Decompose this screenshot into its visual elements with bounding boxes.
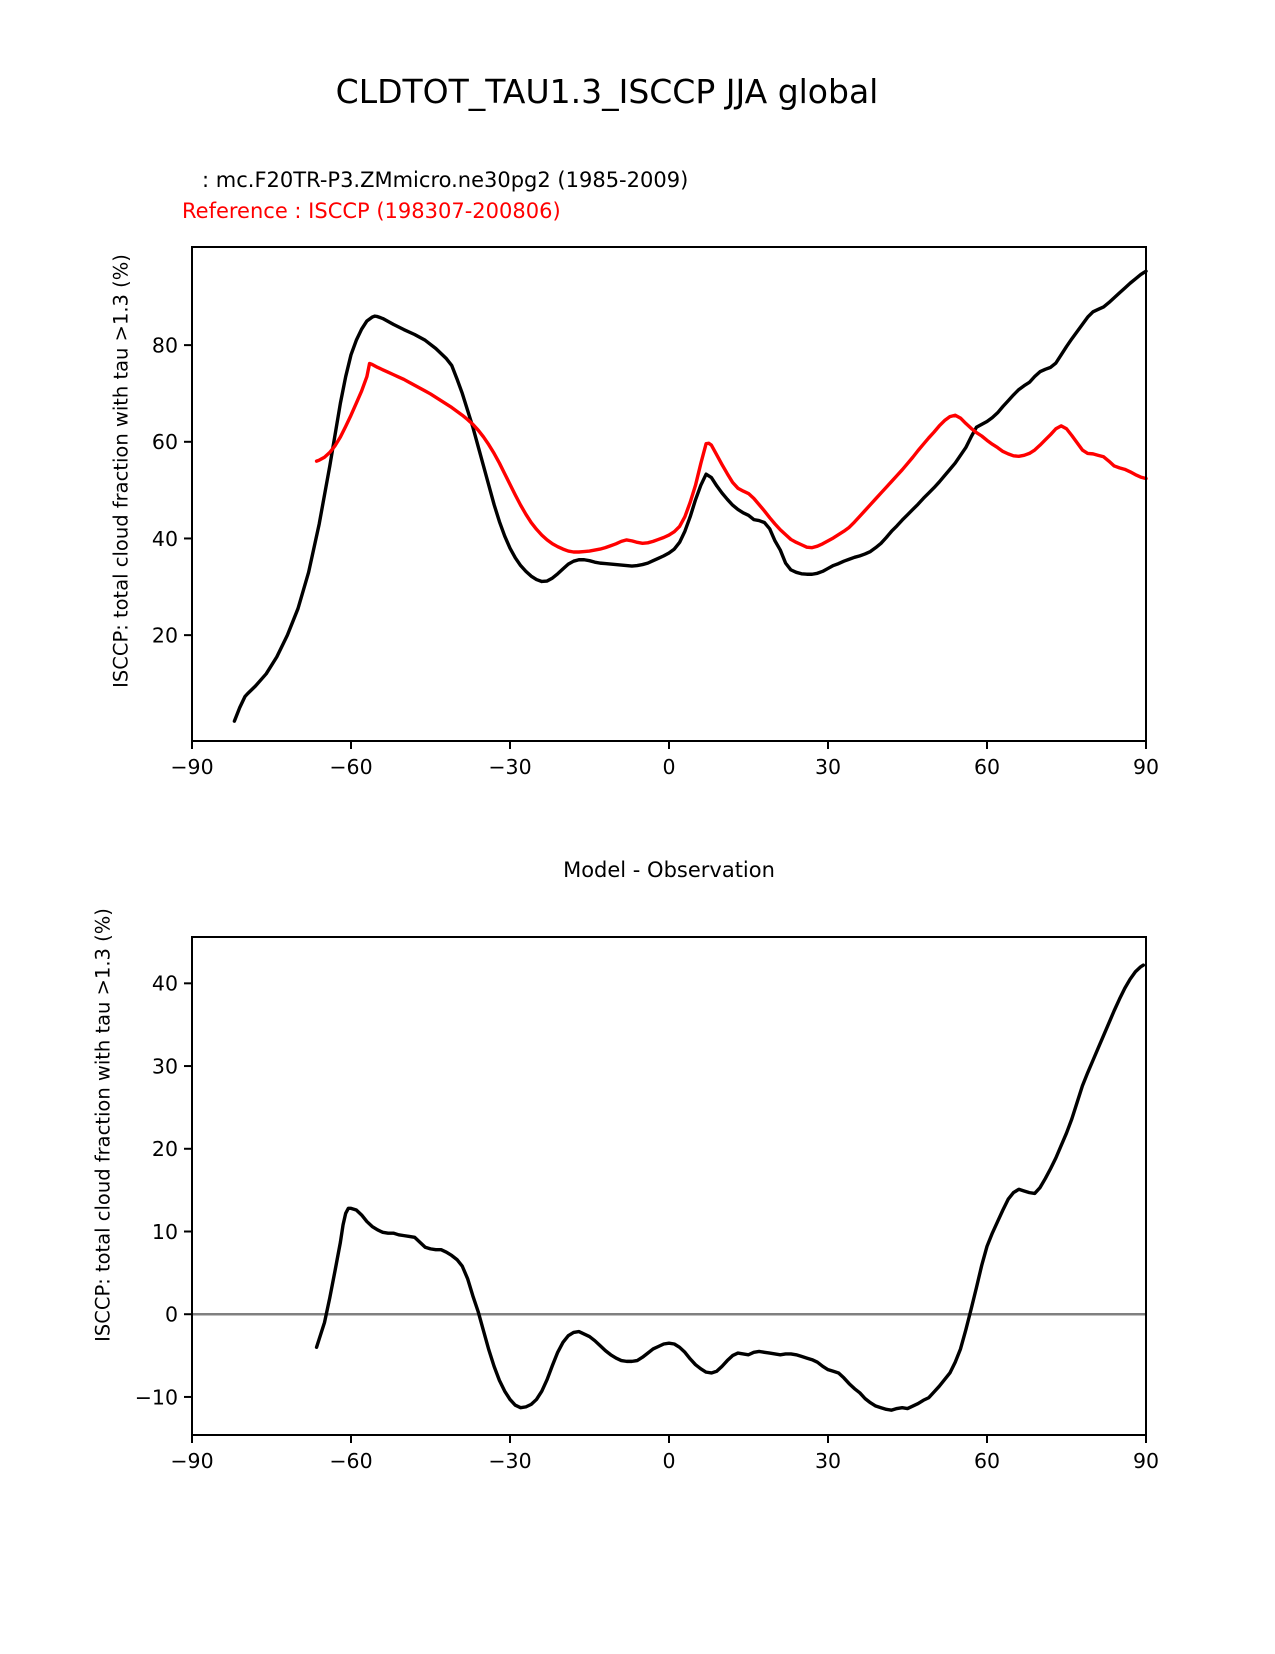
y-tick-label: 40 xyxy=(151,971,178,996)
top-chart-y-axis-label: ISCCP: total cloud fraction with tau >1.3 (%) xyxy=(109,254,133,688)
y-tick-label: 10 xyxy=(151,1219,178,1244)
top-chart-spines xyxy=(192,247,1146,741)
x-tick-label: 0 xyxy=(662,1449,676,1473)
bottom-chart-plot-area xyxy=(192,937,1146,1435)
bottom-chart-x-axis xyxy=(170,1435,1159,1473)
bottom-chart-y-axis-label: ISCCP: total cloud fraction with tau >1.3 (%) xyxy=(91,908,115,1342)
bottom-chart-spines xyxy=(192,937,1146,1435)
y-tick-label: −10 xyxy=(134,1385,178,1410)
x-tick-label: −60 xyxy=(329,755,373,779)
top-chart-x-axis xyxy=(170,741,1159,779)
y-tick-label: 20 xyxy=(151,1137,178,1162)
difference-line xyxy=(317,965,1144,1410)
figure-title: CLDTOT_TAU1.3_ISCCP JJA global xyxy=(335,72,879,111)
y-tick-label: 0 xyxy=(164,1302,178,1327)
x-tick-label: 60 xyxy=(973,755,1001,779)
y-tick-label: 80 xyxy=(151,333,178,358)
x-tick-label: 60 xyxy=(973,1449,1001,1473)
x-tick-label: 90 xyxy=(1132,755,1160,779)
y-tick-label: 20 xyxy=(151,623,178,648)
x-tick-label: −90 xyxy=(170,1449,214,1473)
bottom-chart-y-axis xyxy=(135,972,192,1410)
bottom-chart-title: Model - Observation xyxy=(563,858,775,882)
model-line xyxy=(234,271,1146,721)
x-tick-label: 0 xyxy=(662,755,676,779)
x-tick-label: 30 xyxy=(814,755,842,779)
top-chart-plot-area xyxy=(192,247,1146,741)
x-tick-label: 90 xyxy=(1132,1449,1160,1473)
x-tick-label: 30 xyxy=(814,1449,842,1473)
top-chart-y-axis xyxy=(152,334,192,648)
y-tick-label: 60 xyxy=(151,430,178,455)
model-case-label: : mc.F20TR-P3.ZMmicro.ne30pg2 (1985-2009) xyxy=(182,168,689,192)
reference-line xyxy=(317,363,1146,552)
x-tick-label: −60 xyxy=(329,1449,373,1473)
x-tick-label: −30 xyxy=(488,755,532,779)
y-tick-label: 30 xyxy=(151,1054,178,1079)
reference-label: Reference : ISCCP (198307-200806) xyxy=(182,199,561,223)
x-tick-label: −30 xyxy=(488,1449,532,1473)
x-tick-label: −90 xyxy=(170,755,214,779)
y-tick-label: 40 xyxy=(151,526,178,551)
